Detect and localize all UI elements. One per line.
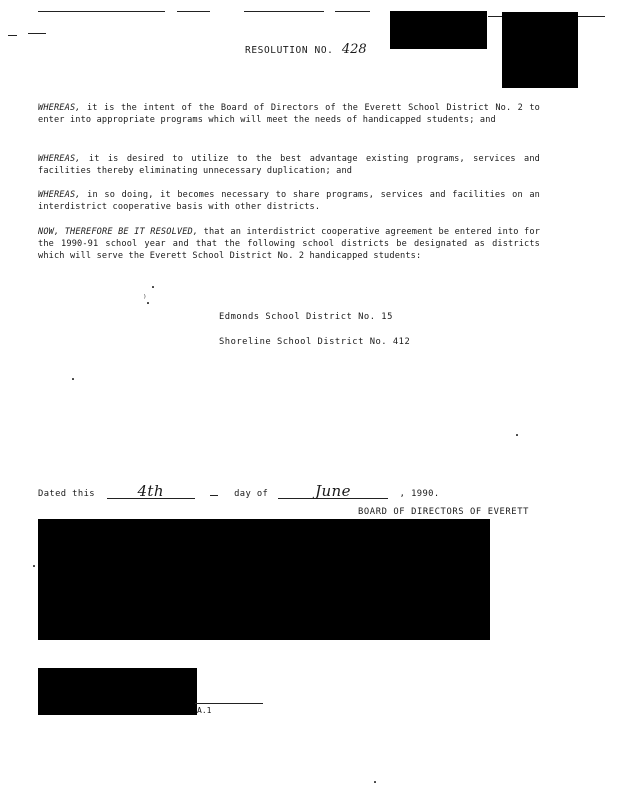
whereas-paragraph-2 bbox=[38, 153, 540, 177]
resolution-number: 428 bbox=[341, 42, 367, 57]
scan-artifact-line bbox=[8, 35, 17, 36]
dated-line bbox=[38, 484, 440, 499]
blank-underline bbox=[210, 495, 218, 496]
dated-year: , 1990. bbox=[399, 489, 440, 499]
dated-day: 4th bbox=[107, 484, 195, 499]
redaction-box bbox=[390, 11, 487, 49]
scan-dot bbox=[374, 781, 376, 783]
paragraph-lead: WHEREAS, bbox=[38, 154, 81, 164]
resolution-title bbox=[245, 42, 367, 57]
scan-dot bbox=[152, 286, 154, 288]
scan-artifact-line bbox=[335, 11, 370, 12]
redaction-box bbox=[38, 668, 197, 715]
scan-mark: ⁾ bbox=[142, 294, 148, 304]
scan-dot bbox=[147, 302, 149, 304]
scan-artifact-line bbox=[177, 11, 210, 12]
title-prefix: RESOLUTION NO. bbox=[245, 45, 334, 56]
paragraph-lead: NOW, THEREFORE BE IT RESOLVED, bbox=[38, 227, 199, 237]
signature-fragment: A.1 bbox=[197, 706, 212, 715]
scan-artifact-line bbox=[38, 11, 165, 12]
paragraph-text: that an interdistrict cooperative agreement be entered into for the 1990-91 school year and that the following school districts be designated as districts which will serve the Everett School District No. 2 handicapped students: bbox=[38, 227, 541, 261]
district-1: Edmonds School District No. 15 bbox=[219, 312, 393, 322]
scan-dot bbox=[33, 565, 35, 567]
dated-middle: day of bbox=[234, 489, 269, 499]
scan-dot bbox=[72, 378, 74, 380]
paragraph-text: it is the intent of the Board of Directors of the Everett School District No. 2 to enter into appropriate programs which will meet the needs of handicapped students; and bbox=[38, 103, 540, 125]
whereas-paragraph-1 bbox=[38, 102, 540, 126]
paragraph-text: it is desired to utilize to the best advantage existing programs, services and facilities thereby eliminating unnecessary duplication; and bbox=[38, 154, 540, 176]
signature-line bbox=[195, 703, 263, 704]
paragraph-lead: WHEREAS, bbox=[38, 103, 81, 113]
dated-month: June bbox=[278, 484, 388, 499]
redaction-box bbox=[38, 519, 490, 640]
district-2: Shoreline School District No. 412 bbox=[219, 337, 411, 347]
paragraph-lead: WHEREAS, bbox=[38, 190, 81, 200]
whereas-paragraph-3 bbox=[38, 189, 540, 213]
redaction-box bbox=[502, 12, 578, 88]
resolved-paragraph bbox=[38, 226, 540, 262]
board-heading: BOARD OF DIRECTORS OF EVERETT bbox=[358, 507, 529, 517]
scan-dot bbox=[516, 434, 518, 436]
dated-prefix: Dated this bbox=[38, 489, 95, 499]
scan-artifact-line bbox=[244, 11, 324, 12]
paragraph-text: in so doing, it becomes necessary to share programs, services and facilities on an interdistrict cooperative basis with other districts. bbox=[38, 190, 540, 212]
scan-artifact-line bbox=[28, 33, 46, 34]
